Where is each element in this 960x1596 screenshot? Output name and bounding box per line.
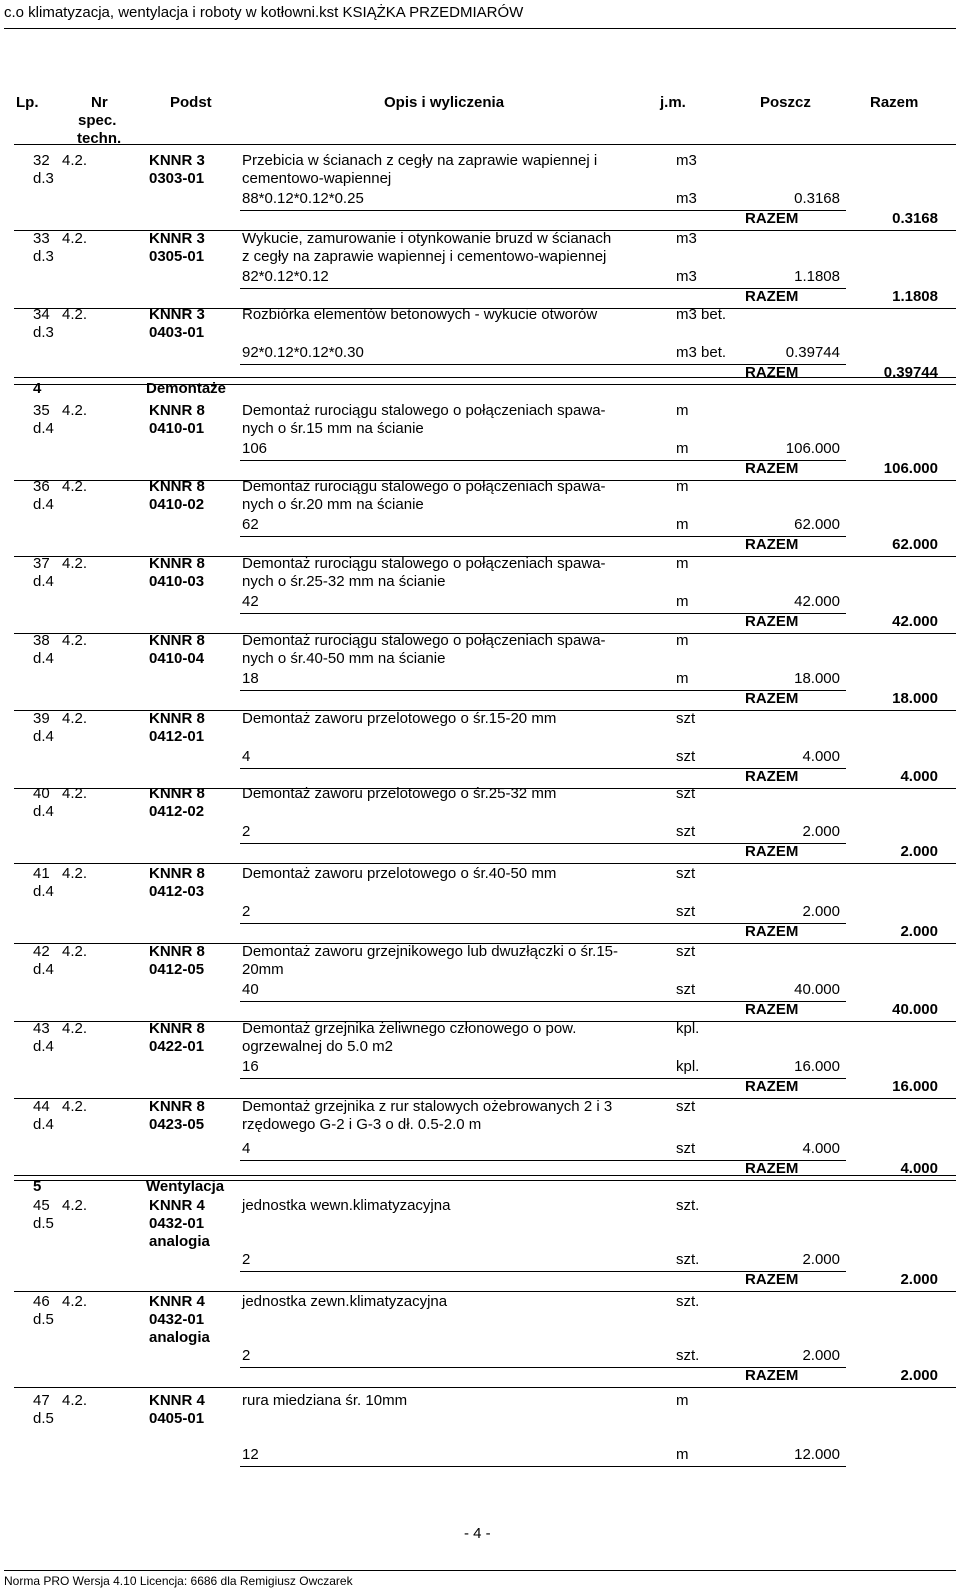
- page-number: - 4 -: [464, 1525, 491, 1542]
- item-lp: 39: [33, 710, 50, 727]
- item-calculation: 42: [242, 593, 259, 610]
- item-lp: 36: [33, 478, 50, 495]
- item-spec: 4.2.: [62, 1098, 88, 1115]
- item-lp: 46: [33, 1293, 50, 1310]
- item-lp-sub: d.4: [33, 650, 54, 667]
- item-spec: 4.2.: [62, 785, 88, 802]
- item-lp-sub: d.5: [33, 1215, 54, 1232]
- item-podst: 0412-05: [149, 961, 205, 978]
- item-spec: 4.2.: [62, 865, 88, 882]
- item-razem-label: RAZEM: [745, 1271, 799, 1288]
- item-spec: 4.2.: [62, 1020, 88, 1037]
- item-podst: 0412-02: [149, 803, 205, 820]
- item-poszcz: 1.1808: [794, 268, 840, 285]
- item-unit: m: [676, 478, 689, 495]
- item-poszcz: 12.000: [794, 1446, 840, 1463]
- item-razem-value: 106.000: [883, 460, 938, 477]
- item-podst: analogia: [149, 1233, 210, 1250]
- section-name: Wentylacja: [146, 1178, 225, 1195]
- item-poszcz: 62.000: [794, 516, 840, 533]
- item-unit: m: [676, 632, 689, 649]
- section-number: 5: [33, 1178, 42, 1195]
- col-poszcz: Poszcz: [760, 94, 811, 111]
- item-spec: 4.2.: [62, 632, 88, 649]
- item-lp: 41: [33, 865, 50, 882]
- section-number: 4: [33, 380, 42, 397]
- item-description: Demontaż rurociągu stalowego o połączeniach spawa-: [242, 478, 606, 495]
- item-description-2: z cegły na zaprawie wapiennej i cementowo-wapiennej: [242, 248, 607, 265]
- item-podst: KNNR 4: [149, 1392, 205, 1409]
- item-unit: szt: [676, 1098, 696, 1115]
- item-lp: 32: [33, 152, 50, 169]
- item-spec: 4.2.: [62, 1392, 88, 1409]
- item-calc-unit: szt: [676, 903, 696, 920]
- item-podst: KNNR 8: [149, 785, 205, 802]
- col-lp: Lp.: [16, 94, 39, 111]
- item-razem-value: 42.000: [892, 613, 938, 630]
- item-lp: 42: [33, 943, 50, 960]
- item-poszcz: 4.000: [802, 1140, 840, 1157]
- item-poszcz: 42.000: [794, 593, 840, 610]
- item-calculation: 16: [242, 1058, 259, 1075]
- item-unit: szt: [676, 943, 696, 960]
- item-razem-label: RAZEM: [745, 690, 799, 707]
- item-razem-label: RAZEM: [745, 1160, 799, 1177]
- item-calculation: 4: [242, 1140, 251, 1157]
- item-description: rura miedziana śr. 10mm: [242, 1392, 408, 1409]
- item-podst: 0410-04: [149, 650, 205, 667]
- item-unit: kpl.: [676, 1020, 700, 1037]
- item-podst: 0412-01: [149, 728, 205, 745]
- item-lp-sub: d.4: [33, 496, 54, 513]
- item-podst: KNNR 8: [149, 1098, 205, 1115]
- item-calc-unit: m: [676, 516, 689, 533]
- header-rule: [14, 144, 956, 145]
- item-rule: [14, 1387, 956, 1388]
- item-unit: m: [676, 1392, 689, 1409]
- item-spec: 4.2.: [62, 1293, 88, 1310]
- item-lp-sub: d.4: [33, 883, 54, 900]
- section-name: Demontaże: [146, 380, 227, 397]
- item-calc-unit: m: [676, 1446, 689, 1463]
- item-calculation: 2: [242, 823, 251, 840]
- item-razem-value: 16.000: [892, 1078, 938, 1095]
- item-unit: m3: [676, 230, 697, 247]
- item-podst: 0410-02: [149, 496, 205, 513]
- item-description: jednostka wewn.klimatyzacyjna: [242, 1197, 451, 1214]
- item-description: Demontaż rurociągu stalowego o połączeniach spawa-: [242, 402, 606, 419]
- item-calc-unit: szt: [676, 981, 696, 998]
- item-description-2: nych o śr.40-50 mm na ścianie: [242, 650, 446, 667]
- item-razem-value: 0.3168: [892, 210, 938, 227]
- item-poszcz: 0.3168: [794, 190, 840, 207]
- item-podst: analogia: [149, 1329, 210, 1346]
- item-spec: 4.2.: [62, 710, 88, 727]
- item-podst: 0410-03: [149, 573, 205, 590]
- item-podst: KNNR 8: [149, 865, 205, 882]
- item-lp: 44: [33, 1098, 50, 1115]
- item-calc-unit: szt: [676, 1140, 696, 1157]
- item-lp: 40: [33, 785, 50, 802]
- item-razem-value: 2.000: [900, 1367, 938, 1384]
- item-description: Demontaż grzejnika żeliwnego członowego o pow.: [242, 1020, 577, 1037]
- item-razem-value: 62.000: [892, 536, 938, 553]
- item-lp: 43: [33, 1020, 50, 1037]
- item-razem-value: 2.000: [900, 1271, 938, 1288]
- item-poszcz: 2.000: [802, 903, 840, 920]
- item-description: Wykucie, zamurowanie i otynkowanie bruzd w ścianach: [242, 230, 612, 247]
- item-lp-sub: d.5: [33, 1311, 54, 1328]
- item-podst: KNNR 8: [149, 402, 205, 419]
- item-unit: m: [676, 402, 689, 419]
- item-podst: 0405-01: [149, 1410, 205, 1427]
- item-calculation: 82*0.12*0.12: [242, 268, 329, 285]
- item-lp-sub: d.3: [33, 248, 54, 265]
- item-calc-unit: m3 bet.: [676, 344, 727, 361]
- item-lp-sub: d.4: [33, 573, 54, 590]
- item-calculation: 18: [242, 670, 259, 687]
- item-podst: KNNR 3: [149, 306, 205, 323]
- item-calculation: 62: [242, 516, 259, 533]
- item-lp-sub: d.4: [33, 961, 54, 978]
- item-poszcz: 18.000: [794, 670, 840, 687]
- item-razem-label: RAZEM: [745, 536, 799, 553]
- item-description-2: rzędowego G-2 i G-3 o dł. 0.5-2.0 m: [242, 1116, 482, 1133]
- item-razem-value: 2.000: [900, 843, 938, 860]
- item-podst: KNNR 8: [149, 478, 205, 495]
- item-calculation: 2: [242, 1251, 251, 1268]
- item-razem-label: RAZEM: [745, 364, 799, 381]
- item-podst: KNNR 8: [149, 710, 205, 727]
- item-calculation: 4: [242, 748, 251, 765]
- item-calculation: 12: [242, 1446, 259, 1463]
- item-rule: [14, 863, 956, 864]
- item-calc-unit: szt.: [676, 1347, 700, 1364]
- item-unit: szt.: [676, 1197, 700, 1214]
- item-description: Demontaż zaworu przelotowego o śr.40-50 mm: [242, 865, 557, 882]
- item-unit: m: [676, 555, 689, 572]
- item-calculation: 92*0.12*0.12*0.30: [242, 344, 364, 361]
- item-description-2: nych o śr.25-32 mm na ścianie: [242, 573, 446, 590]
- item-lp-sub: d.4: [33, 728, 54, 745]
- item-podst: 0303-01: [149, 170, 205, 187]
- item-razem-value: 4.000: [900, 768, 938, 785]
- item-razem-value: 18.000: [892, 690, 938, 707]
- item-razem-label: RAZEM: [745, 460, 799, 477]
- item-spec: 4.2.: [62, 943, 88, 960]
- item-razem-label: RAZEM: [745, 210, 799, 227]
- item-description: Demontaż rurociągu stalowego o połączeniach spawa-: [242, 555, 606, 572]
- item-razem-value: 2.000: [900, 923, 938, 940]
- item-poszcz: 0.39744: [785, 344, 840, 361]
- item-razem-label: RAZEM: [745, 923, 799, 940]
- footer-divider: [4, 1570, 956, 1571]
- item-podst: KNNR 3: [149, 230, 205, 247]
- col-opis: Opis i wyliczenia: [384, 94, 505, 111]
- col-jm: j.m.: [660, 94, 686, 111]
- item-unit: m3 bet.: [676, 306, 727, 323]
- item-spec: 4.2.: [62, 306, 88, 323]
- item-spec: 4.2.: [62, 152, 88, 169]
- item-unit: m3: [676, 152, 697, 169]
- item-podst: 0410-01: [149, 420, 205, 437]
- item-rule: [14, 1291, 956, 1292]
- item-razem-label: RAZEM: [745, 613, 799, 630]
- item-description: Rozbiórka elementów betonowych - wykucie otworów: [242, 306, 598, 323]
- item-description-2: 20mm: [242, 961, 284, 978]
- item-description: Demontaż grzejnika z rur stalowych ożebrowanych 2 i 3: [242, 1098, 613, 1115]
- item-description: Demontaż rurociągu stalowego o połączeniach spawa-: [242, 632, 606, 649]
- item-calculation: 40: [242, 981, 259, 998]
- item-calculation: 106: [242, 440, 268, 457]
- item-poszcz: 40.000: [794, 981, 840, 998]
- item-podst: 0423-05: [149, 1116, 205, 1133]
- item-calculation: 2: [242, 1347, 251, 1364]
- item-podst: 0412-03: [149, 883, 205, 900]
- item-description-2: nych o śr.20 mm na ścianie: [242, 496, 424, 513]
- col-nr-spec-2: spec.: [78, 112, 117, 129]
- item-lp: 38: [33, 632, 50, 649]
- item-calculation: 88*0.12*0.12*0.25: [242, 190, 364, 207]
- item-poszcz: 16.000: [794, 1058, 840, 1075]
- item-lp: 47: [33, 1392, 50, 1409]
- item-lp: 34: [33, 306, 50, 323]
- item-calc-unit: szt: [676, 823, 696, 840]
- item-razem-label: RAZEM: [745, 1078, 799, 1095]
- item-razem-value: 40.000: [892, 1001, 938, 1018]
- item-calc-unit: m: [676, 593, 689, 610]
- item-description: Demontaż zaworu przelotowego o śr.25-32 mm: [242, 785, 557, 802]
- item-poszcz: 2.000: [802, 1347, 840, 1364]
- item-calc-unit: m3: [676, 190, 697, 207]
- section-rule: [14, 1175, 956, 1176]
- item-spec: 4.2.: [62, 478, 88, 495]
- item-razem-value: 4.000: [900, 1160, 938, 1177]
- item-podst: KNNR 8: [149, 555, 205, 572]
- item-podst: 0432-01: [149, 1311, 205, 1328]
- item-poszcz: 2.000: [802, 823, 840, 840]
- col-podst: Podst: [170, 94, 212, 111]
- item-unit: szt.: [676, 1293, 700, 1310]
- item-razem-label: RAZEM: [745, 1367, 799, 1384]
- item-unit: szt: [676, 710, 696, 727]
- item-podst: 0403-01: [149, 324, 205, 341]
- item-spec: 4.2.: [62, 1197, 88, 1214]
- item-calc-unit: m: [676, 440, 689, 457]
- item-calc-unit: szt.: [676, 1251, 700, 1268]
- item-razem-value: 0.39744: [883, 364, 938, 381]
- col-nr-spec-1: Nr: [91, 94, 108, 111]
- item-lp-sub: d.4: [33, 1038, 54, 1055]
- item-spec: 4.2.: [62, 402, 88, 419]
- col-nr-spec-3: techn.: [77, 130, 122, 147]
- item-unit: szt: [676, 785, 696, 802]
- item-podst: 0432-01: [149, 1215, 205, 1232]
- item-lp-sub: d.4: [33, 420, 54, 437]
- footer-license: Norma PRO Wersja 4.10 Licencja: 6686 dla Remigiusz Owczarek: [4, 1574, 353, 1588]
- item-lp-sub: d.3: [33, 170, 54, 187]
- item-podst: KNNR 8: [149, 1020, 205, 1037]
- item-description: Przebicia w ścianach z cegły na zaprawie wapiennej i: [242, 152, 598, 169]
- item-razem-value: 1.1808: [892, 288, 938, 305]
- item-lp-sub: d.4: [33, 803, 54, 820]
- item-calc-unit: kpl.: [676, 1058, 700, 1075]
- item-lp: 33: [33, 230, 50, 247]
- item-razem-label: RAZEM: [745, 768, 799, 785]
- item-poszcz: 4.000: [802, 748, 840, 765]
- section-rule: [14, 377, 956, 378]
- item-podst: KNNR 8: [149, 632, 205, 649]
- item-razem-label: RAZEM: [745, 288, 799, 305]
- item-unit: szt: [676, 865, 696, 882]
- item-calculation: 2: [242, 903, 251, 920]
- item-description: Demontaż zaworu przelotowego o śr.15-20 mm: [242, 710, 557, 727]
- document-title: c.o klimatyzacja, wentylacja i roboty w kotłowni.kst KSIĄŻKA PRZEDMIARÓW: [4, 4, 524, 21]
- calc-rule: [240, 1466, 846, 1467]
- item-podst: KNNR 4: [149, 1293, 205, 1310]
- item-podst: KNNR 8: [149, 943, 205, 960]
- item-lp: 37: [33, 555, 50, 572]
- item-spec: 4.2.: [62, 230, 88, 247]
- item-calc-unit: szt: [676, 748, 696, 765]
- item-podst: KNNR 4: [149, 1197, 205, 1214]
- item-lp: 45: [33, 1197, 50, 1214]
- item-description: Demontaż zaworu grzejnikowego lub dwuzłączki o śr.15-: [242, 943, 619, 960]
- item-poszcz: 2.000: [802, 1251, 840, 1268]
- item-lp: 35: [33, 402, 50, 419]
- item-description: jednostka zewn.klimatyzacyjna: [242, 1293, 448, 1310]
- item-description-2: cementowo-wapiennej: [242, 170, 392, 187]
- item-spec: 4.2.: [62, 555, 88, 572]
- col-razem: Razem: [870, 94, 919, 111]
- item-razem-label: RAZEM: [745, 843, 799, 860]
- item-lp-sub: d.5: [33, 1410, 54, 1427]
- item-description-2: nych o śr.15 mm na ścianie: [242, 420, 424, 437]
- item-calc-unit: m3: [676, 268, 697, 285]
- item-description-2: ogrzewalnej do 5.0 m2: [242, 1038, 393, 1055]
- item-podst: 0305-01: [149, 248, 205, 265]
- item-podst: KNNR 3: [149, 152, 205, 169]
- item-podst: 0422-01: [149, 1038, 205, 1055]
- item-lp-sub: d.3: [33, 324, 54, 341]
- item-calc-unit: m: [676, 670, 689, 687]
- item-lp-sub: d.4: [33, 1116, 54, 1133]
- item-razem-label: RAZEM: [745, 1001, 799, 1018]
- item-poszcz: 106.000: [785, 440, 840, 457]
